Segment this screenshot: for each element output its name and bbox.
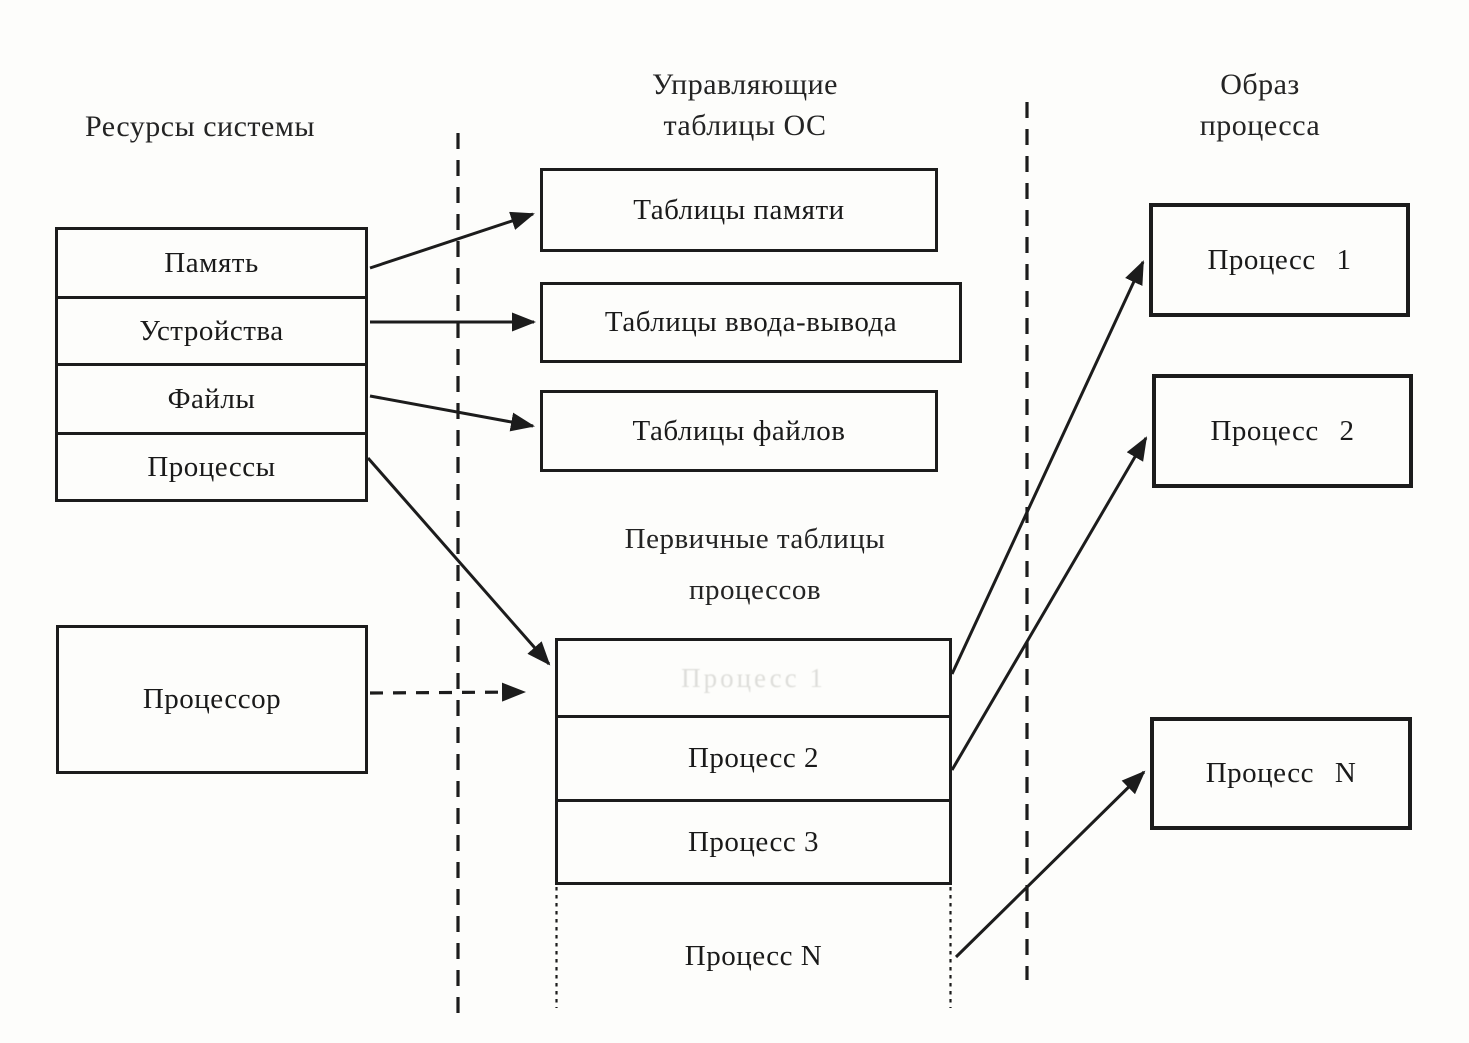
resource-row-devices-label: Устройства <box>139 314 284 347</box>
process-image-box-2-label: Процесс 2 <box>1210 414 1355 447</box>
io-tables-box <box>540 282 962 363</box>
resource-row-memory <box>55 227 368 299</box>
arrow-tableN-to-process-image-n <box>956 772 1144 957</box>
resource-row-processes <box>55 432 368 502</box>
primary-tables-header <box>535 514 975 616</box>
process-image-box-2 <box>1152 374 1413 488</box>
processor-box <box>56 625 368 774</box>
arrow-files-to-file-tables <box>370 396 533 426</box>
arrow-processor-to-primary-tables-dashed <box>370 692 524 693</box>
resource-row-files <box>55 363 368 435</box>
io-tables-label: Таблицы ввода-вывода <box>604 306 898 338</box>
primary-table-row-n <box>555 885 952 1008</box>
arrow-memory-to-memory-tables <box>370 214 533 268</box>
process-image-box-1-label: Процесс 1 <box>1207 243 1352 276</box>
resources-header <box>45 110 355 144</box>
process-image-header-line1: Образ <box>1220 68 1300 101</box>
process-image-header-line2: процесса <box>1199 109 1321 142</box>
arrow-table1-to-process-image-1 <box>952 262 1143 674</box>
primary-tables-header-line1: Первичные таблицы <box>624 523 886 555</box>
os-tables-header-line2: таблицы ОС <box>663 109 827 142</box>
primary-table-row-1-label: Процесс 1 <box>681 662 826 693</box>
primary-table-row-1 <box>555 638 952 718</box>
resource-row-files-label: Файлы <box>167 382 256 415</box>
primary-table-row-3-label: Процесс 3 <box>687 825 820 858</box>
process-image-box-n <box>1150 717 1412 830</box>
file-tables-box <box>540 390 938 472</box>
primary-table-row-2-label: Процесс 2 <box>687 742 820 774</box>
primary-table-row-3 <box>555 799 952 885</box>
primary-tables-header-line2: процессов <box>688 574 822 606</box>
os-tables-header-line1: Управляющие <box>652 68 838 101</box>
memory-tables-label: Таблицы памяти <box>633 193 845 226</box>
file-tables-label: Таблицы файлов <box>632 414 846 447</box>
resources-header-text: Ресурсы системы <box>85 110 315 143</box>
os-tables-header <box>565 64 925 146</box>
arrow-table2-to-process-image-2 <box>952 438 1146 770</box>
resource-row-processes-label: Процессы <box>147 450 276 483</box>
process-image-box-n-label: Процесс N <box>1205 757 1357 789</box>
resource-row-memory-label: Память <box>164 246 259 279</box>
process-image-box-1 <box>1149 203 1410 317</box>
arrow-processes-to-primary-tables <box>368 458 549 664</box>
primary-table-row-2 <box>555 715 952 802</box>
resource-row-devices <box>55 296 368 366</box>
memory-tables-box <box>540 168 938 252</box>
processor-box-label: Процессор <box>142 683 282 715</box>
process-image-header <box>1105 64 1415 146</box>
primary-table-row-n-label: Процесс N <box>684 940 823 972</box>
